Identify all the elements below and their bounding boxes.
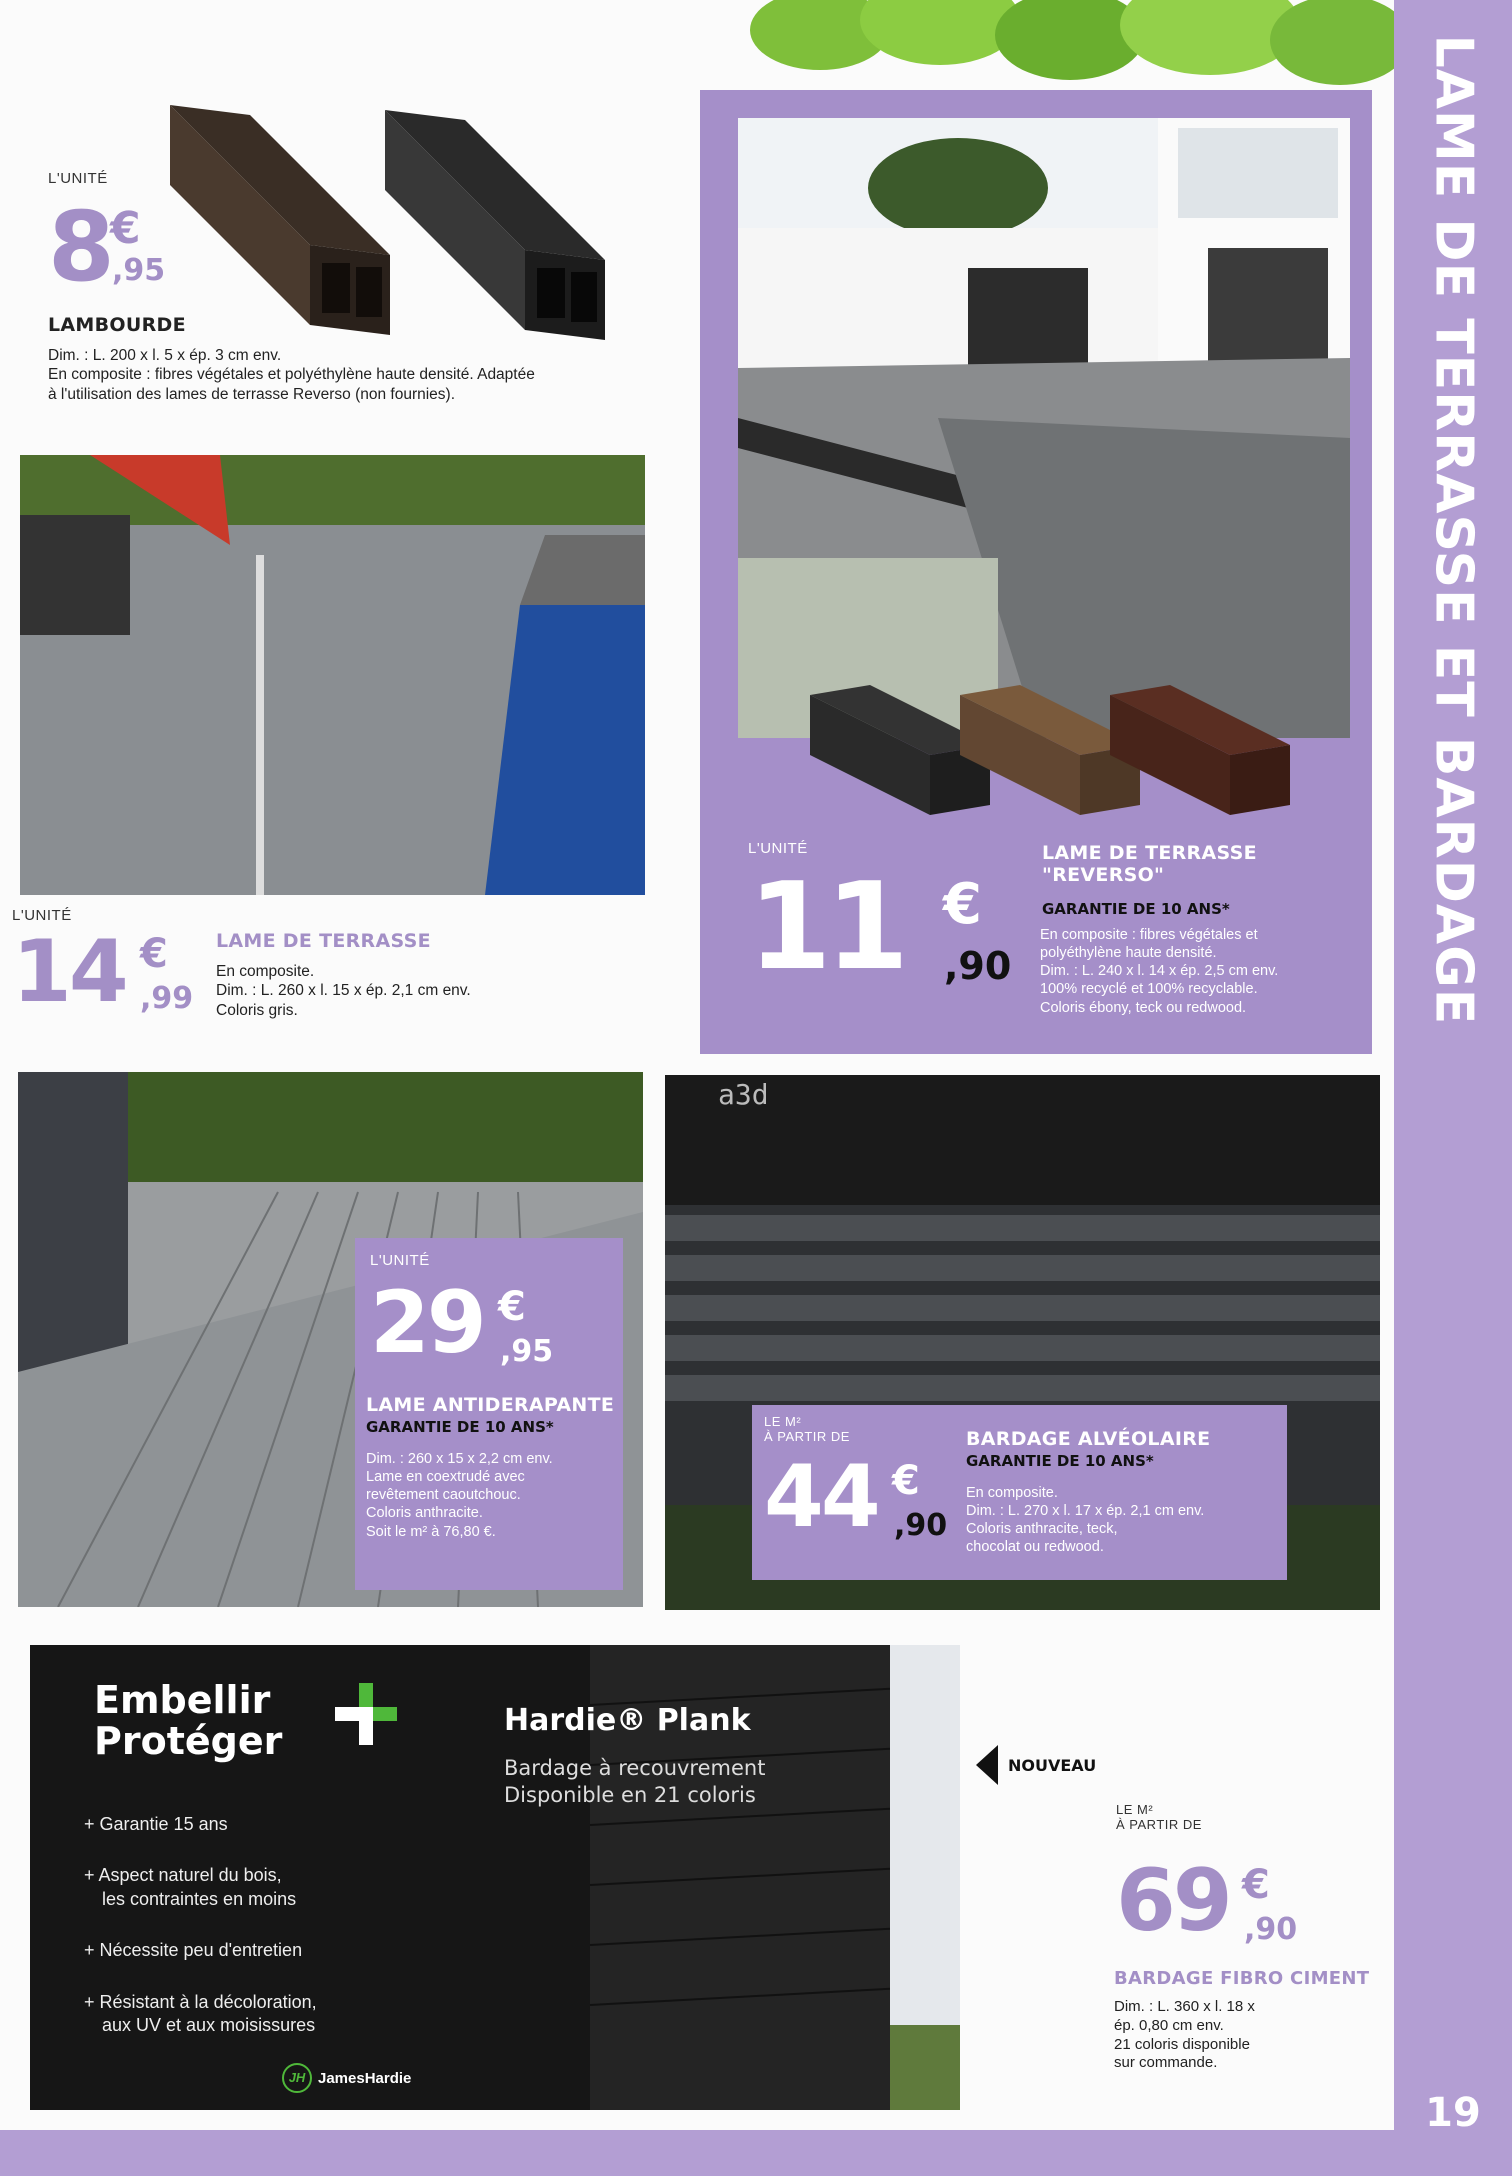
hardie-benefits-list xyxy=(84,1813,317,2037)
price-int: 11 xyxy=(748,858,903,997)
alveolaire-subtitle: GARANTIE DE 10 ANS* xyxy=(966,1452,1154,1470)
watermark-text: a3d xyxy=(718,1078,769,1111)
price-int: 14 xyxy=(12,922,126,1022)
reverso-title xyxy=(1042,842,1257,886)
desc-line: Dim. : L. 270 x l. 17 x ép. 2,1 cm env. xyxy=(966,1503,1205,1520)
desc-line: polyéthylène haute densité. xyxy=(1040,945,1217,962)
price-cents: ,99 xyxy=(140,981,194,1016)
unit-label-line: À PARTIR DE xyxy=(1116,1817,1202,1832)
desc-line: Coloris ébony, teck ou redwood. xyxy=(1040,999,1247,1016)
price-currency: € xyxy=(110,203,141,254)
desc-line: Dim. : L. 260 x l. 15 x ép. 2,1 cm env. xyxy=(216,982,471,1000)
benefit-line: + Résistant à la décoloration, xyxy=(84,1991,317,2012)
price-cents: ,90 xyxy=(944,944,1012,988)
desc-line: Dim. : L. 360 x l. 18 x xyxy=(1114,1998,1255,2015)
benefit-line: + Nécessite peu d'entretien xyxy=(84,1940,303,1961)
desc-line: 21 coloris disponible xyxy=(1114,2035,1250,2053)
hardie-banner xyxy=(30,1645,960,2110)
antiderapante-title: LAME ANTIDERAPANTE xyxy=(366,1394,615,1416)
desc-line: Soit le m² à 76,80 €. xyxy=(366,1523,496,1540)
price-currency: € xyxy=(140,931,168,977)
price-int: 29 xyxy=(370,1273,484,1373)
benefit-line: les contraintes en moins xyxy=(102,1888,297,1909)
price-cents: ,95 xyxy=(112,253,166,288)
reverso-price xyxy=(748,840,1048,1020)
unit-label: L'UNITÉ xyxy=(48,170,108,187)
desc-line: sur commande. xyxy=(1114,2054,1218,2072)
desc-line: revêtement caoutchouc. xyxy=(366,1487,521,1504)
hardie-tagline xyxy=(504,1755,765,1810)
headline-line: Embellir xyxy=(94,1678,271,1722)
tagline-line: Disponible en 21 coloris xyxy=(504,1783,756,1808)
reverso-desc xyxy=(1040,926,1278,1017)
hardie-product-name: Hardie® Plank xyxy=(504,1703,751,1738)
tagline-line: Bardage à recouvrement xyxy=(504,1756,766,1780)
price-currency: € xyxy=(892,1458,920,1504)
nouveau-badge xyxy=(976,1745,1096,1785)
terrasse-unit-label: L'UNITÉ xyxy=(12,907,72,924)
benefit-item xyxy=(84,1991,317,2038)
fibro-desc xyxy=(1114,1998,1255,2073)
antiderapante-price xyxy=(370,1252,610,1392)
benefit-line: + Garantie 15 ans xyxy=(84,1814,228,1834)
benefit-item xyxy=(84,1939,317,1962)
desc-line: Dim. : L. 200 x l. 5 x ép. 3 cm env. xyxy=(48,347,282,364)
unit-label-line: À PARTIR DE xyxy=(764,1429,850,1444)
alveolaire-title: BARDAGE ALVÉOLAIRE xyxy=(966,1428,1211,1450)
desc-line: En composite. xyxy=(216,963,315,980)
antiderapante-desc xyxy=(366,1450,553,1541)
reverso-subtitle: GARANTIE DE 10 ANS* xyxy=(1042,900,1230,918)
benefit-line: + Aspect naturel du bois, xyxy=(84,1865,282,1886)
headline-line: Protéger xyxy=(94,1719,283,1764)
desc-line: En composite : fibres végétales et xyxy=(1040,927,1258,943)
desc-line: Coloris anthracite. xyxy=(366,1505,483,1522)
terrasse-desc xyxy=(216,962,471,1020)
desc-line: à l'utilisation des lames de terrasse Reverso (non fournies). xyxy=(48,385,456,403)
badge-label: NOUVEAU xyxy=(1008,1755,1097,1775)
sidebar xyxy=(1394,0,1512,2176)
terrasse-title: LAME DE TERRASSE xyxy=(216,930,431,952)
desc-line: Dim. : L. 240 x l. 14 x ép. 2,5 cm env. xyxy=(1040,963,1279,980)
unit-label-line: LE M² xyxy=(1116,1802,1154,1817)
unit-label-line: LE M² xyxy=(764,1414,802,1429)
page-number: 19 xyxy=(1425,2090,1481,2136)
antiderapante-subtitle: GARANTIE DE 10 ANS* xyxy=(366,1418,554,1436)
desc-line: ép. 0,80 cm env. xyxy=(1114,2016,1224,2034)
arrow-left-icon xyxy=(976,1745,998,1785)
unit-label: L'UNITÉ xyxy=(748,840,808,857)
reverso-house-photo xyxy=(738,118,1350,738)
brand-name: JamesHardie xyxy=(318,2069,412,2087)
desc-line: Coloris anthracite, teck, xyxy=(966,1521,1118,1538)
price-currency: € xyxy=(498,1284,526,1330)
bottom-bar xyxy=(0,2130,1394,2176)
price-cents: ,95 xyxy=(500,1334,554,1369)
terrasse-price xyxy=(12,922,202,1035)
unit-label: L'UNITÉ xyxy=(370,1252,430,1269)
price-int: 8 xyxy=(48,191,115,303)
desc-line: En composite. xyxy=(966,1485,1058,1501)
desc-line: En composite : fibres végétales et polyéthylène haute densité. Adaptée xyxy=(48,366,535,384)
jameshardie-logo xyxy=(282,2063,411,2093)
desc-line: 100% recyclé et 100% recyclable. xyxy=(1040,981,1258,998)
desc-line: Dim. : 260 x 15 x 2,2 cm env. xyxy=(366,1451,553,1467)
price-currency: € xyxy=(1242,1862,1270,1908)
price-cents: ,90 xyxy=(894,1508,948,1543)
lambourde-title: LAMBOURDE xyxy=(48,314,186,336)
plus-icon xyxy=(335,1683,397,1745)
price-cents: ,90 xyxy=(1244,1912,1298,1947)
section-title: LAME DE TERRASSE ET BARDAGE xyxy=(1423,34,1483,1026)
leaves-decoration xyxy=(740,0,1400,90)
alveolaire-price xyxy=(764,1414,948,1574)
fibro-title: BARDAGE FIBRO CIMENT xyxy=(1114,1968,1370,1989)
price-int: 44 xyxy=(764,1447,878,1547)
desc-line: Coloris gris. xyxy=(216,1001,298,1019)
hardie-headline xyxy=(94,1680,282,1762)
desc-line: Lame en coextrudé avec xyxy=(366,1469,525,1486)
benefit-line: aux UV et aux moisissures xyxy=(102,2014,316,2035)
pool-terrace-photo xyxy=(20,455,645,895)
benefit-item xyxy=(84,1864,317,1911)
fibro-price xyxy=(1116,1802,1356,1962)
price-currency: € xyxy=(943,872,982,937)
jameshardie-logo-icon: JH xyxy=(282,2063,312,2093)
lambourde-beams-image xyxy=(160,95,610,355)
benefit-item xyxy=(84,1813,317,1836)
reverso-samples-image xyxy=(800,675,1300,825)
desc-line: chocolat ou redwood. xyxy=(966,1539,1104,1556)
price-int: 69 xyxy=(1116,1851,1230,1951)
alveolaire-desc xyxy=(966,1484,1204,1557)
title-line: "REVERSO" xyxy=(1042,864,1165,886)
title-line: LAME DE TERRASSE xyxy=(1042,842,1257,864)
